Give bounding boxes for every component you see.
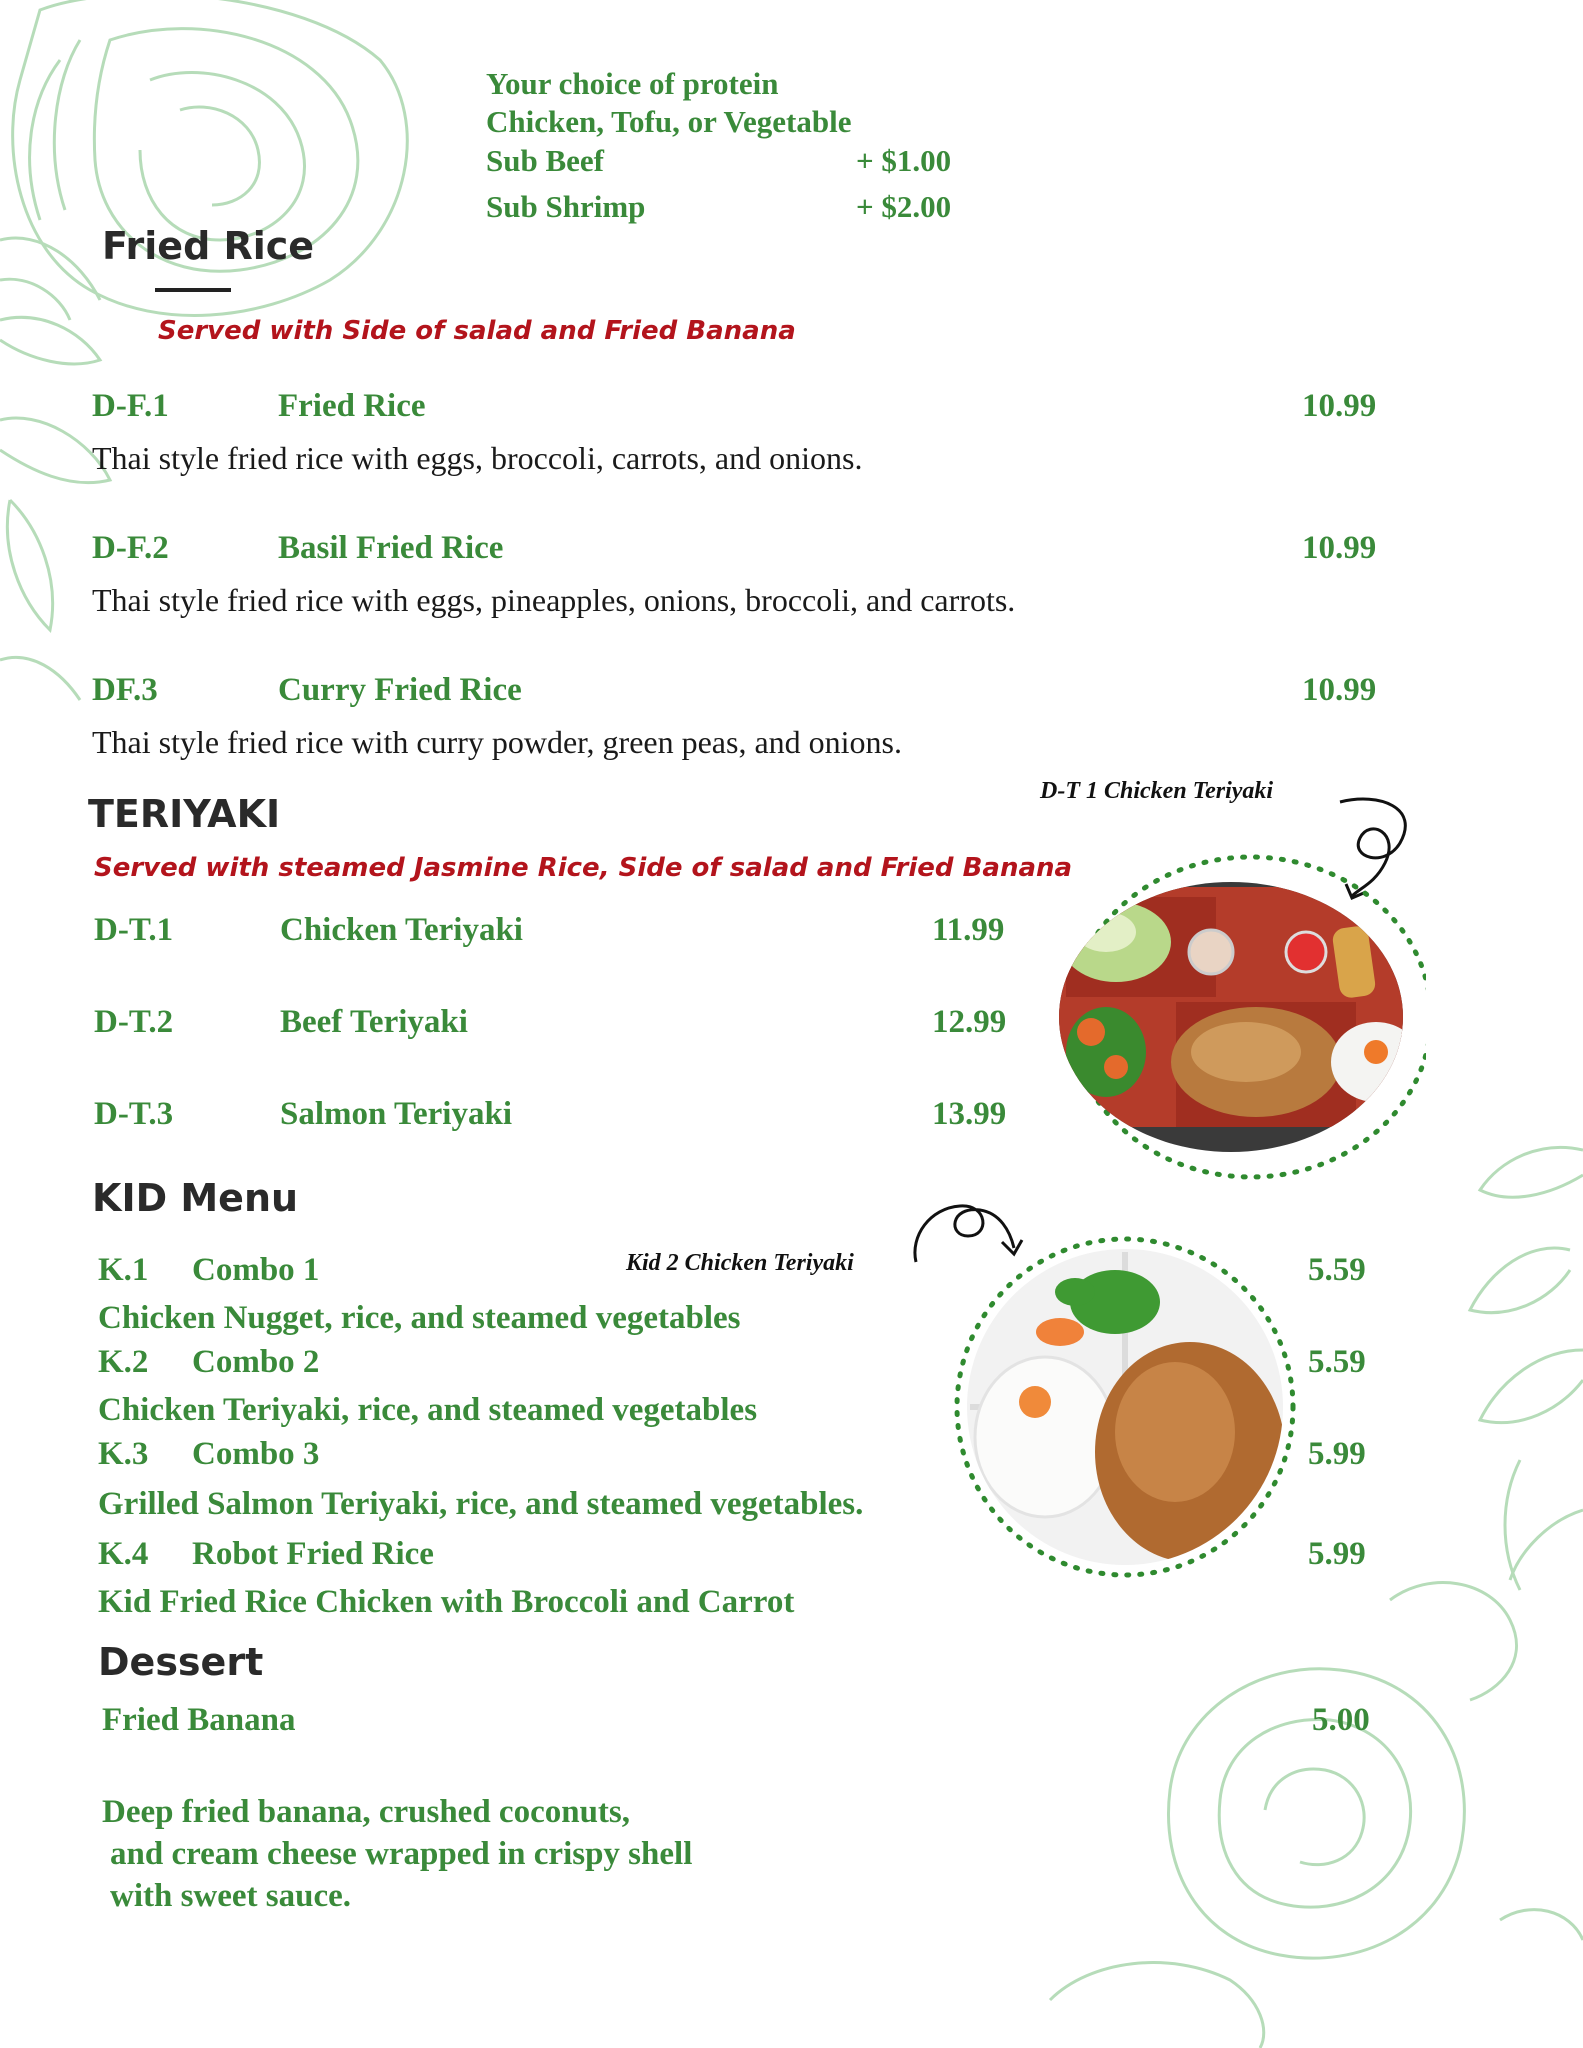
item-code: DF.3 [92,672,158,708]
item-price: 12.99 [932,1004,1007,1040]
item-name: Beef Teriyaki [280,1004,468,1040]
kid-item-price: 5.99 [1308,1436,1366,1472]
kid-item-price: 5.59 [1308,1252,1366,1288]
item-price: 13.99 [932,1096,1007,1132]
item-code: D-T.1 [94,912,174,948]
decorative-vegetable-illustration-bottom-right [1030,1560,1583,2048]
kid-item-code: K.3 [98,1436,149,1472]
item-price: 10.99 [1302,530,1377,566]
item-description: Thai style fried rice with curry powder, green peas, and onions. [92,724,902,760]
item-description: Thai style fried rice with eggs, broccoli, carrots, and onions. [92,440,863,476]
kid-item-description: Grilled Salmon Teriyaki, rice, and steamed vegetables. [98,1486,864,1522]
dessert-description-line: Deep fried banana, crushed coconuts, [102,1794,631,1830]
kid-item-name: Combo 2 [192,1344,320,1380]
kid-item-name: Combo 3 [192,1436,320,1472]
kid-menu-heading: KID Menu [92,1176,299,1220]
item-code: D-T.2 [94,1004,174,1040]
item-name: Fried Rice [278,388,426,424]
decorative-leaves-left [0,300,120,720]
protein-options-line: Chicken, Tofu, or Vegetable [486,104,852,139]
sub-shrimp-label: Sub Shrimp [486,189,646,224]
sub-shrimp-price: + $2.00 [856,189,952,224]
dessert-item-name: Fried Banana [102,1702,296,1738]
dessert-heading: Dessert [98,1640,264,1684]
item-code: D-T.3 [94,1096,174,1132]
dessert-description-line: with sweet sauce. [110,1878,352,1914]
item-price: 11.99 [932,912,1005,948]
kid-item-price: 5.59 [1308,1344,1366,1380]
item-description: Thai style fried rice with eggs, pineapples, onions, broccoli, and carrots. [92,582,1016,618]
kid-item-name: Combo 1 [192,1252,320,1288]
kid-photo-caption: Kid 2 Chicken Teriyaki [626,1250,854,1276]
item-price: 10.99 [1302,388,1377,424]
fried-rice-heading: Fried Rice [102,224,315,268]
kid-item-description: Kid Fried Rice Chicken with Broccoli and Carrot [98,1584,795,1620]
item-price: 10.99 [1302,672,1377,708]
dessert-description-line: and cream cheese wrapped in crispy shell [110,1836,693,1872]
teriyaki-served-note: Served with steamed Jasmine Rice, Side of salad and Fried Banana [94,853,1073,883]
item-code: D-F.1 [92,388,169,424]
kid-item-code: K.1 [98,1252,149,1288]
sub-beef-price: + $1.00 [856,143,952,178]
chicken-teriyaki-bento-photo [1036,832,1426,1202]
item-name: Basil Fried Rice [278,530,504,566]
item-name: Salmon Teriyaki [280,1096,512,1132]
kid-item-code: K.2 [98,1344,149,1380]
decorative-vegetable-illustration-top-left [0,0,430,330]
kid-item-description: Chicken Nugget, rice, and steamed vegetables [98,1300,741,1336]
kid-chicken-teriyaki-photo [950,1232,1300,1582]
protein-choice-line: Your choice of protein [486,66,779,101]
kid-item-description: Chicken Teriyaki, rice, and steamed vegetables [98,1392,758,1428]
dessert-item-price: 5.00 [1312,1702,1370,1738]
item-name: Chicken Teriyaki [280,912,523,948]
item-code: D-F.2 [92,530,169,566]
kid-item-price: 5.99 [1308,1536,1366,1572]
fried-rice-served-note: Served with Side of salad and Fried Banana [158,316,796,346]
sub-beef-label: Sub Beef [486,143,604,178]
kid-item-name: Robot Fried Rice [192,1536,434,1572]
teriyaki-photo-caption: D-T 1 Chicken Teriyaki [1040,778,1274,804]
item-name: Curry Fried Rice [278,672,522,708]
heading-underline [155,288,231,292]
kid-item-code: K.4 [98,1536,149,1572]
teriyaki-heading: TERIYAKI [88,792,281,836]
decorative-leaves-right [1400,1130,1583,1650]
